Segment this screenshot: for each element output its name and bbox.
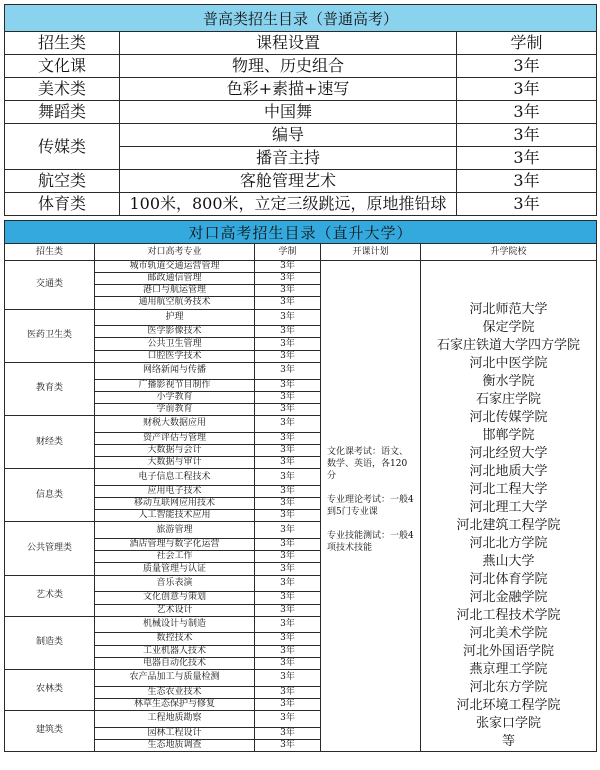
years-cell: 3年	[255, 415, 321, 432]
years-cell: 3年	[255, 261, 321, 273]
years-cell: 3年	[255, 563, 321, 575]
major-cell: 生态农业技术	[95, 686, 255, 698]
years-cell: 3年	[255, 350, 321, 362]
years-cell: 3年	[255, 575, 321, 592]
category-cell: 航空类	[5, 170, 120, 193]
years-cell: 3年	[255, 645, 321, 657]
course-cell: 客舱管理艺术	[120, 170, 457, 193]
years-cell: 3年	[255, 592, 321, 604]
years-cell: 3年	[457, 78, 597, 101]
header-plan: 开课计划	[321, 244, 421, 261]
course-cell: 物理、历史组合	[120, 55, 457, 78]
header-category: 招生类	[5, 32, 120, 55]
years-cell: 3年	[457, 55, 597, 78]
school-item: 河北地质大学	[469, 464, 548, 479]
school-item: 河北经贸大学	[469, 446, 548, 461]
major-cell: 资产评估与管理	[95, 432, 255, 444]
years-cell: 3年	[255, 510, 321, 522]
header-major: 对口高考专业	[95, 244, 255, 261]
school-item: 等	[502, 734, 516, 749]
header-courses: 课程设置	[120, 32, 457, 55]
header-years: 学制	[457, 32, 597, 55]
years-cell: 3年	[255, 669, 321, 686]
school-item: 河北工程技术学院	[456, 608, 561, 623]
years-cell: 3年	[255, 686, 321, 698]
school-item: 河北北方学院	[469, 536, 548, 551]
course-cell: 100米，800米，立定三级跳远，原地推铅球	[120, 193, 457, 216]
category-cell: 教育类	[5, 362, 95, 415]
course-cell: 播音主持	[120, 147, 457, 170]
major-cell: 文化创意与策划	[95, 592, 255, 604]
header-schools: 升学院校	[421, 244, 597, 261]
major-cell: 邮政通信管理	[95, 273, 255, 285]
school-item: 河北工程大学	[469, 482, 548, 497]
years-cell: 3年	[255, 391, 321, 403]
major-cell: 数控技术	[95, 633, 255, 645]
years-cell: 3年	[255, 379, 321, 391]
header-years: 学制	[255, 244, 321, 261]
course-cell: 编导	[120, 124, 457, 147]
school-item: 石家庄学院	[476, 392, 542, 407]
category-cell: 艺术类	[5, 575, 95, 616]
years-cell: 3年	[255, 469, 321, 486]
school-item: 河北外国语学院	[463, 644, 555, 659]
major-cell: 财税大数据应用	[95, 415, 255, 432]
major-cell: 电子信息工程技术	[95, 469, 255, 486]
general-table-title: 普高类招生目录（普通高考）	[5, 5, 597, 32]
school-item: 石家庄铁道大学四方学院	[437, 338, 581, 353]
school-item: 河北建筑工程学院	[456, 518, 561, 533]
years-cell: 3年	[255, 739, 321, 751]
major-cell: 大数据与审计	[95, 457, 255, 469]
category-cell: 交通类	[5, 261, 95, 310]
category-cell: 体育类	[5, 193, 120, 216]
category-cell: 文化课	[5, 55, 120, 78]
years-cell: 3年	[457, 124, 597, 147]
major-cell: 口腔医学技术	[95, 350, 255, 362]
school-item: 河北体育学院	[469, 572, 548, 587]
major-cell: 护理	[95, 309, 255, 326]
course-cell: 中国舞	[120, 101, 457, 124]
course-plan-cell	[321, 261, 421, 752]
major-cell: 城市轨道交通运营管理	[95, 261, 255, 273]
years-cell: 3年	[255, 657, 321, 669]
header-category: 招生类	[5, 244, 95, 261]
years-cell: 3年	[255, 432, 321, 444]
category-cell: 农林类	[5, 669, 95, 710]
school-item: 河北环境工程学院	[456, 698, 561, 713]
vocational-table-title: 对口高考招生目录（直升大学）	[5, 221, 597, 244]
major-cell: 艺术设计	[95, 604, 255, 616]
years-cell: 3年	[255, 522, 321, 539]
years-cell: 3年	[255, 633, 321, 645]
major-cell: 港口与航运管理	[95, 285, 255, 297]
years-cell: 3年	[457, 193, 597, 216]
major-cell: 工程地质勘察	[95, 710, 255, 727]
category-cell: 制造类	[5, 616, 95, 669]
years-cell: 3年	[255, 457, 321, 469]
years-cell: 3年	[255, 727, 321, 739]
major-cell: 酒店管理与数字化运营	[95, 539, 255, 551]
years-cell: 3年	[255, 309, 321, 326]
category-cell: 美术类	[5, 78, 120, 101]
major-cell: 公共卫生管理	[95, 338, 255, 350]
major-cell: 网络新闻与传播	[95, 362, 255, 379]
category-cell: 舞蹈类	[5, 101, 120, 124]
years-cell: 3年	[255, 338, 321, 350]
years-cell: 3年	[255, 551, 321, 563]
plan-item: 专业技能测试：一般4项技术技能	[327, 531, 414, 553]
school-item: 保定学院	[482, 320, 535, 335]
school-item: 燕山大学	[482, 554, 535, 569]
years-cell: 3年	[255, 297, 321, 309]
vocational-admission-table	[4, 220, 597, 752]
category-cell: 建筑类	[5, 710, 95, 751]
school-item: 河北师范大学	[469, 302, 548, 317]
years-cell: 3年	[255, 285, 321, 297]
years-cell: 3年	[255, 326, 321, 338]
major-cell: 广播影视节目制作	[95, 379, 255, 391]
school-item: 河北传媒学院	[469, 410, 548, 425]
schools-cell	[421, 261, 597, 752]
category-cell: 信息类	[5, 469, 95, 522]
major-cell: 机械设计与制造	[95, 616, 255, 633]
major-cell: 小学教育	[95, 391, 255, 403]
school-item: 燕京理工学院	[469, 662, 548, 677]
general-admission-table	[4, 4, 597, 216]
category-cell: 传媒类	[5, 124, 120, 170]
school-item: 河北东方学院	[469, 680, 548, 695]
years-cell: 3年	[255, 362, 321, 379]
years-cell: 3年	[255, 403, 321, 415]
years-cell: 3年	[255, 273, 321, 285]
years-cell: 3年	[255, 698, 321, 710]
school-item: 河北理工大学	[469, 500, 548, 515]
plan-item: 文化课考试：语文、数学、英语，各120分	[327, 447, 409, 481]
years-cell: 3年	[255, 444, 321, 456]
years-cell: 3年	[255, 604, 321, 616]
major-cell: 园林工程设计	[95, 727, 255, 739]
category-cell: 医药卫生类	[5, 309, 95, 362]
school-item: 邯郸学院	[482, 428, 535, 443]
plan-item: 专业理论考试：一般4到5门专业课	[327, 495, 414, 517]
major-cell: 医学影像技术	[95, 326, 255, 338]
major-cell: 社会工作	[95, 551, 255, 563]
major-cell: 大数据与会计	[95, 444, 255, 456]
table-row	[5, 261, 597, 273]
major-cell: 生态地质调查	[95, 739, 255, 751]
major-cell: 移动互联网应用技术	[95, 498, 255, 510]
school-item: 河北中医学院	[469, 356, 548, 371]
major-cell: 学前教育	[95, 403, 255, 415]
years-cell: 3年	[457, 147, 597, 170]
school-item: 衡水学院	[482, 374, 535, 389]
course-cell: 色彩+素描+速写	[120, 78, 457, 101]
major-cell: 质量管理与认证	[95, 563, 255, 575]
years-cell: 3年	[457, 101, 597, 124]
major-cell: 音乐表演	[95, 575, 255, 592]
years-cell: 3年	[255, 710, 321, 727]
major-cell: 应用电子技术	[95, 485, 255, 497]
years-cell: 3年	[457, 170, 597, 193]
major-cell: 人工智能技术应用	[95, 510, 255, 522]
years-cell: 3年	[255, 616, 321, 633]
years-cell: 3年	[255, 539, 321, 551]
major-cell: 农产品加工与质量检测	[95, 669, 255, 686]
major-cell: 工业机器人技术	[95, 645, 255, 657]
major-cell: 电器自动化技术	[95, 657, 255, 669]
years-cell: 3年	[255, 485, 321, 497]
major-cell: 通用航空航务技术	[95, 297, 255, 309]
years-cell: 3年	[255, 498, 321, 510]
school-item: 河北美术学院	[469, 626, 548, 641]
major-cell: 旅游管理	[95, 522, 255, 539]
category-cell: 公共管理类	[5, 522, 95, 575]
category-cell: 财经类	[5, 415, 95, 468]
school-item: 河北金融学院	[469, 590, 548, 605]
major-cell: 林草生态保护与修复	[95, 698, 255, 710]
school-item: 张家口学院	[476, 716, 542, 731]
